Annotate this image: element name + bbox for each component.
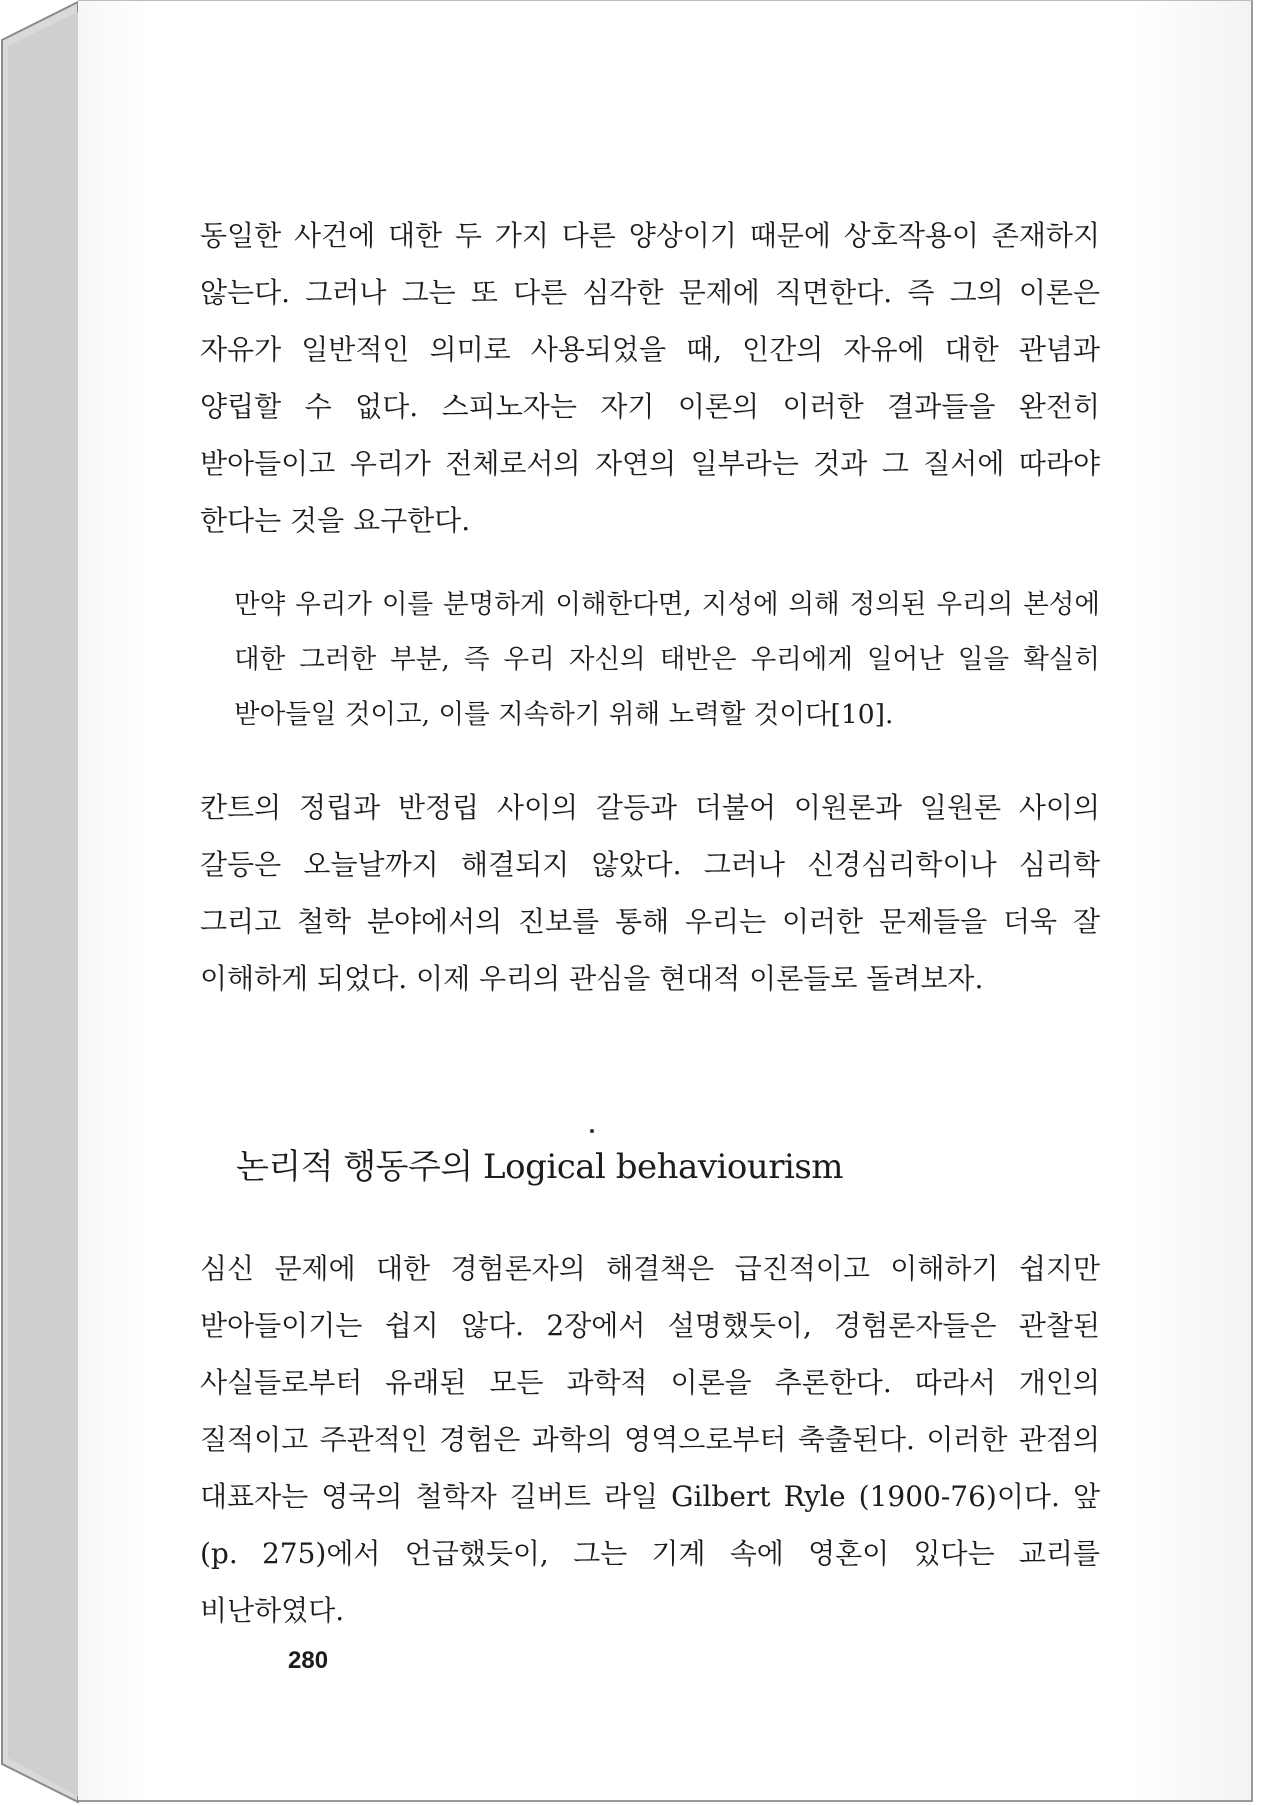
body-paragraph-3: 심신 문제에 대한 경험론자의 해결책은 급진적이고 이해하기 쉽지만 받아들이기는 쉽지 않다. 2장에서 설명했듯이, 경험론자들은 관찰된 사실들로부터 유래된 모든 과학적 이론을 추론한다. 따라서 개인의 질적이고 주관적인 경험은 과학의 영역으로부터 축출된다. 이러한 관점의 대표자는 영국의 철학자 길버트 라일 Gilbert Ryle (1900-76)이다. 앞(p. 275)에서 언급했듯이, 그는 기계 속에 영혼이 있다는 교리를 비난하였다. xyxy=(200,1252,1100,1627)
page-text-block xyxy=(200,207,1100,1627)
section-heading: 논리적 행동주의 Logical behaviourism xyxy=(236,1147,844,1187)
book-page xyxy=(78,0,1253,1802)
scan-speck xyxy=(590,1129,594,1133)
body-paragraph-2: 칸트의 정립과 반정립 사이의 갈등과 더불어 이원론과 일원론 사이의 갈등은 오늘날까지 해결되지 않았다. 그러나 신경심리학이나 심리학 그리고 철학 분야에서의 진보를 통해 우리는 이러한 문제들을 더욱 잘 이해하게 되었다. 이제 우리의 관심을 현대적 이론들로 돌려보자. xyxy=(200,791,1100,995)
body-paragraph-1: 동일한 사건에 대한 두 가지 다른 양상이기 때문에 상호작용이 존재하지 않는다. 그러나 그는 또 다른 심각한 문제에 직면한다. 즉 그의 이론은 자유가 일반적인 의미로 사용되었을 때, 인간의 자유에 대한 관념과 양립할 수 없다. 스피노자는 자기 이론의 이러한 결과들을 완전히 받아들이고 우리가 전체로서의 자연의 일부라는 것과 그 질서에 따라야 한다는 것을 요구한다. xyxy=(200,219,1100,537)
page-number: 280 xyxy=(288,1647,329,1674)
block-quote: 만약 우리가 이를 분명하게 이해한다면, 지성에 의해 정의된 우리의 본성에 대한 그러한 부분, 즉 우리 자신의 태반은 우리에게 일어난 일을 확실히 받아들일 것이고, 이를 지속하기 위해 노력할 것이다[10]. xyxy=(234,589,1100,730)
